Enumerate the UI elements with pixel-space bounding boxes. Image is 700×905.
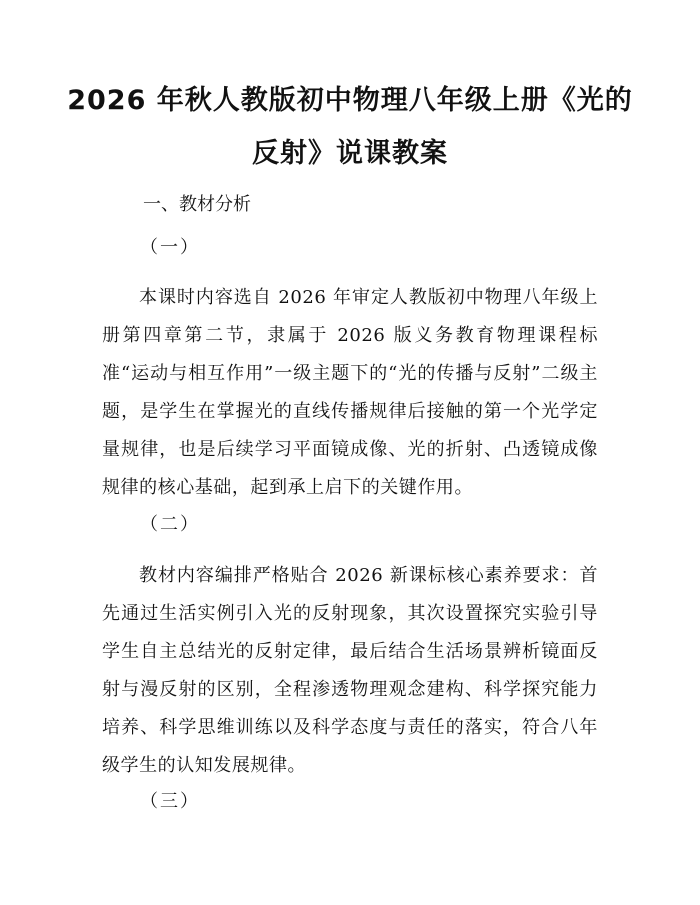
document-title-line-2: 反射》说课教案 [252,138,448,169]
subsection-marker-1: （一） [140,237,200,258]
subsection-marker-3: （三） [140,791,200,812]
paragraph-1: 本课时内容选自 2026 年审定人教版初中物理八年级上册第四章第二节，隶属于 2026 版义务教育物理课程标准“运动与相互作用”一级主题下的“光的传播与反射”二级主题，是学生在掌握光的直线传播规律后接触的第一个光学定量规律，也是后续学习平面镜成像、光的折射、凸透镜成像规律的核心基础，起到承上启下的关键作用。 [102,287,598,498]
document-title-line-1: 2026 年秋人教版初中物理八年级上册《光的 [67,85,633,116]
paragraph-2: 教材内容编排严格贴合 2026 新课标核心素养要求：首先通过生活实例引入光的反射现象，其次设置探究实验引导学生自主总结光的反射定律，最后结合生活场景辨析镜面反射与漫反射的区别，全程渗透物理观念建构、科学探究能力培养、科学思维训练以及科学态度与责任的落实，符合八年级学生的认知发展规律。 [102,565,598,776]
section-heading: 一、教材分析 [143,194,251,215]
subsection-marker-2: （二） [140,514,200,535]
